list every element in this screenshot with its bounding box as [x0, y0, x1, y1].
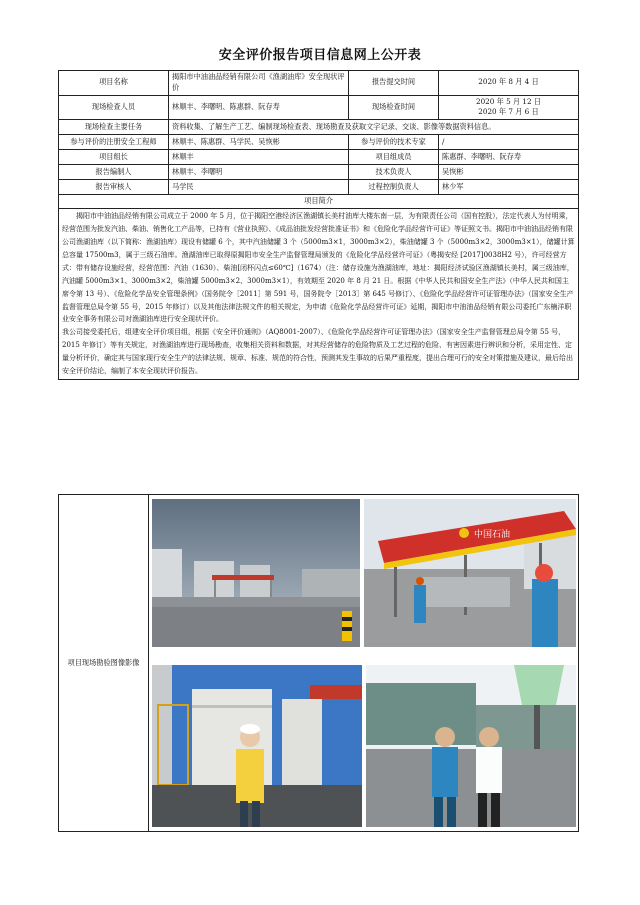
- process-lead-label: 过程控制负责人: [349, 180, 439, 195]
- inspect-time-label: 现场检查时间: [349, 95, 439, 120]
- process-lead-value: 林少军: [439, 180, 579, 195]
- photo-grid: [149, 495, 578, 831]
- submit-date-value: 2020 年 8 月 4 日: [439, 71, 579, 96]
- submit-date-label: 报告提交时间: [349, 71, 439, 96]
- site-photo-fuel-canopy: [364, 499, 576, 647]
- site-photo-tanks-overview: [152, 499, 360, 647]
- intro-paragraph-2: 我公司接受委托后，组建安全评价项目组，根据《安全评价通则》（AQ8001-2007）、《危险化学品经营许可证管理办法》（国家安全生产监督管理总局令第 55 号，2015 年修订）等有关规定，对渔湖油库进行现场勘查，收集相关资料和数据，对其经营储存的危险物质及工艺过程的危险、有害因素进行辨识和分析，采用定性、定量分析评价，确定其与国家现行安全生产的法律法规、规章、标准、规范的符合性，预测其发生事故的后果严重程度，提出合理可行的安全对策措施及建议，最后给出安全评价结论，编制了本安全现状评价报告。: [62, 328, 573, 376]
- tech-lead-label: 技术负责人: [349, 165, 439, 180]
- photo-table: [58, 494, 579, 832]
- intro-heading: 项目简介: [59, 195, 579, 209]
- inspectors-label: 现场检查人员: [59, 95, 169, 120]
- leader-value: 林顺丰: [169, 150, 349, 165]
- info-table: [58, 70, 579, 380]
- project-name-label: 项目名称: [59, 71, 169, 96]
- tasks-value: 资料收集、了解生产工艺、编制现场检查表、现场勘查及获取文字记录、交谈、影像等数据资料信息。: [169, 120, 579, 135]
- reviewer-value: 马学民: [169, 180, 349, 195]
- inspect-time-value: [439, 95, 579, 120]
- reviewer-label: 报告审核人: [59, 180, 169, 195]
- page-title: 安全评价报告项目信息网上公开表: [218, 48, 422, 63]
- leader-label: 项目组长: [59, 150, 169, 165]
- tech-lead-value: 吴恢彬: [439, 165, 579, 180]
- canopy-sign-text: 中国石油: [474, 530, 511, 540]
- tasks-label: 现场检查主要任务: [59, 120, 169, 135]
- photo-section-label: 项目现场勘验图像影像: [59, 495, 149, 832]
- members-label: 项目组成员: [349, 150, 439, 165]
- experts-value: /: [439, 135, 579, 150]
- engineers-value: 林顺丰、陈惠群、马学民、吴恢彬: [169, 135, 349, 150]
- author-label: 报告编制人: [59, 165, 169, 180]
- inspect-time-1: 2020 年 5 月 12 日: [476, 96, 542, 106]
- experts-label: 参与评价的技术专家: [349, 135, 439, 150]
- author-value: 林顺丰、李曙明: [169, 165, 349, 180]
- intro-paragraph-1: 揭阳市中油油品经销有限公司成立于 2000 年 5 月，位于揭阳空港经济区渔湖镇长美村油库大楼东南一层，为有限责任公司（国有控股），法定代表人为付明乘，经营范围为批发汽油、柴油、销售化工产品等，已持有《营业执照》、《成品油批发经营批准证书》和《危险化学品经营许可证》等证照文书。揭阳市中油油品经销有限公司渔湖油库（以下简称：渔湖油库）现设有储罐 6 个，其中汽油储罐 3 个（5000m3×1，3000m3×2），柴油储罐 3 个（5000m3×2，3000m3×1），储罐计算总容量 17500m3，属于三级石油库。渔湖油库已取得原揭阳市安全生产监督管理局颁发的《危险化学品经营许可证》（粤揭安经 [2017]0038H2 号），许可经营方式：带有储存设施经营，经营范围：汽油（1630）、柴油[闭杯闪点≤60℃]（1674）（注：储存设施为渔湖油库，地址：揭阳经济试验区渔湖镇长美村，属三级油库，汽油罐 5000m3×1、3000m3×2，柴油罐 5000m3×2、3000m3×1），有效期至 2020 年 8 月 21 日。根据《中华人民共和国安全生产法》（中华人民共和国主席令第 13 号）、《危险化学品安全管理条例》（国务院令［2011］第 591 号，国务院令［2013］第 645 号修订）、《危险化学品经营许可证管理办法》（国家安全生产监督管理总局令第 55 号，2015 年修订）以及其他法律法规文件的相关规定，为申请《危险化学品经营许可证》延期，揭阳市中油油品经销有限公司委托广东楠洋职业安全事务有限公司对渔湖油库进行安全现状评价。: [62, 211, 575, 324]
- site-photo-inspector-tanks: [152, 665, 362, 827]
- site-photo-two-inspectors: [366, 665, 576, 827]
- members-value: 陈惠群、李曙明、阮存寿: [439, 150, 579, 165]
- engineers-label: 参与评价的注册安全工程师: [59, 135, 169, 150]
- inspect-time-2: 2020 年 7 月 6 日: [478, 107, 539, 117]
- inspectors-value: 林顺丰、李曙明、陈惠群、阮存寿: [169, 95, 349, 120]
- intro-body: [59, 208, 579, 379]
- project-name-value: 揭阳市中油油品经销有限公司《渔湖油库》安全现状评价: [169, 71, 349, 96]
